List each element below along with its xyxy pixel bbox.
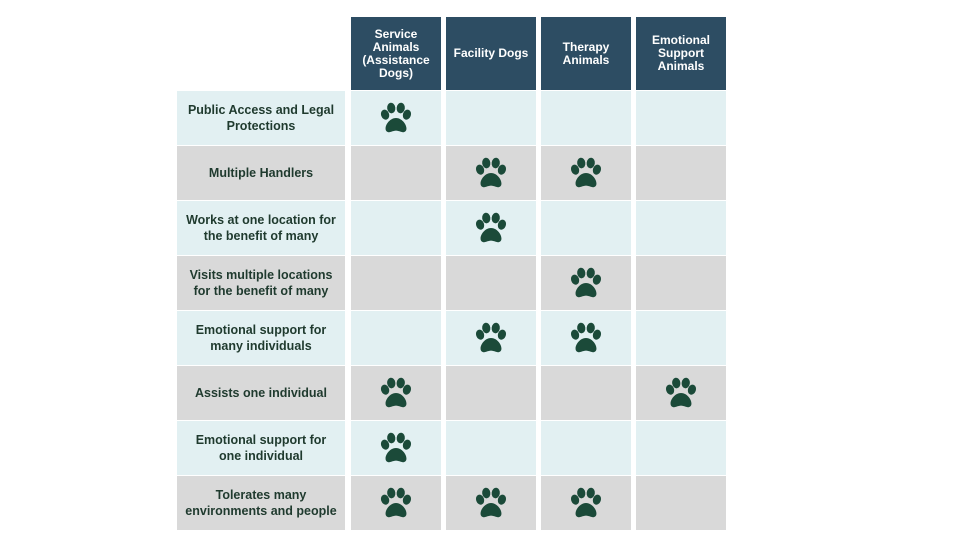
table-cell [636,91,726,145]
table-cell [446,421,536,475]
paw-print-icon [472,154,510,192]
table-cell [636,311,726,365]
paw-print-icon [472,209,510,247]
table-cell [541,366,631,420]
table-cell [446,366,536,420]
table-cell [351,366,441,420]
table-cell [351,146,441,200]
table-cell [446,91,536,145]
table-cell [541,201,631,255]
table-cell [446,201,536,255]
table-cell [446,476,536,530]
paw-print-icon [377,429,415,467]
paw-print-icon [377,374,415,412]
table-cell [636,146,726,200]
table-cell [541,146,631,200]
row-label: Tolerates many environments and people [177,476,345,530]
paw-print-icon [377,99,415,137]
row-label: Emotional support for one individual [177,421,345,475]
table-cell [541,91,631,145]
table-cell [351,476,441,530]
paw-print-icon [567,484,605,522]
table-cell [541,476,631,530]
table-cell [351,201,441,255]
table-cell [541,256,631,310]
paw-print-icon [472,484,510,522]
paw-print-icon [567,264,605,302]
column-header: Emotional Support Animals [636,17,726,90]
table-cell [636,421,726,475]
row-label: Visits multiple locations for the benefit of many [177,256,345,310]
table-cell [636,256,726,310]
table-cell [541,421,631,475]
table-cell [636,201,726,255]
paw-print-icon [662,374,700,412]
table-cell [351,256,441,310]
row-label: Works at one location for the benefit of many [177,201,345,255]
column-header: Therapy Animals [541,17,631,90]
table-cell [541,311,631,365]
table-cell [636,366,726,420]
paw-print-icon [567,154,605,192]
table-cell [351,421,441,475]
paw-print-icon [567,319,605,357]
paw-print-icon [472,319,510,357]
column-header: Service Animals (Assistance Dogs) [351,17,441,90]
table-cell [446,311,536,365]
table-cell [351,91,441,145]
column-header: Facility Dogs [446,17,536,90]
row-label: Multiple Handlers [177,146,345,200]
table-cell [351,311,441,365]
table-cell [636,476,726,530]
row-label: Public Access and Legal Protections [177,91,345,145]
row-label: Assists one individual [177,366,345,420]
table-cell [446,146,536,200]
paw-print-icon [377,484,415,522]
row-label: Emotional support for many individuals [177,311,345,365]
table-cell [446,256,536,310]
